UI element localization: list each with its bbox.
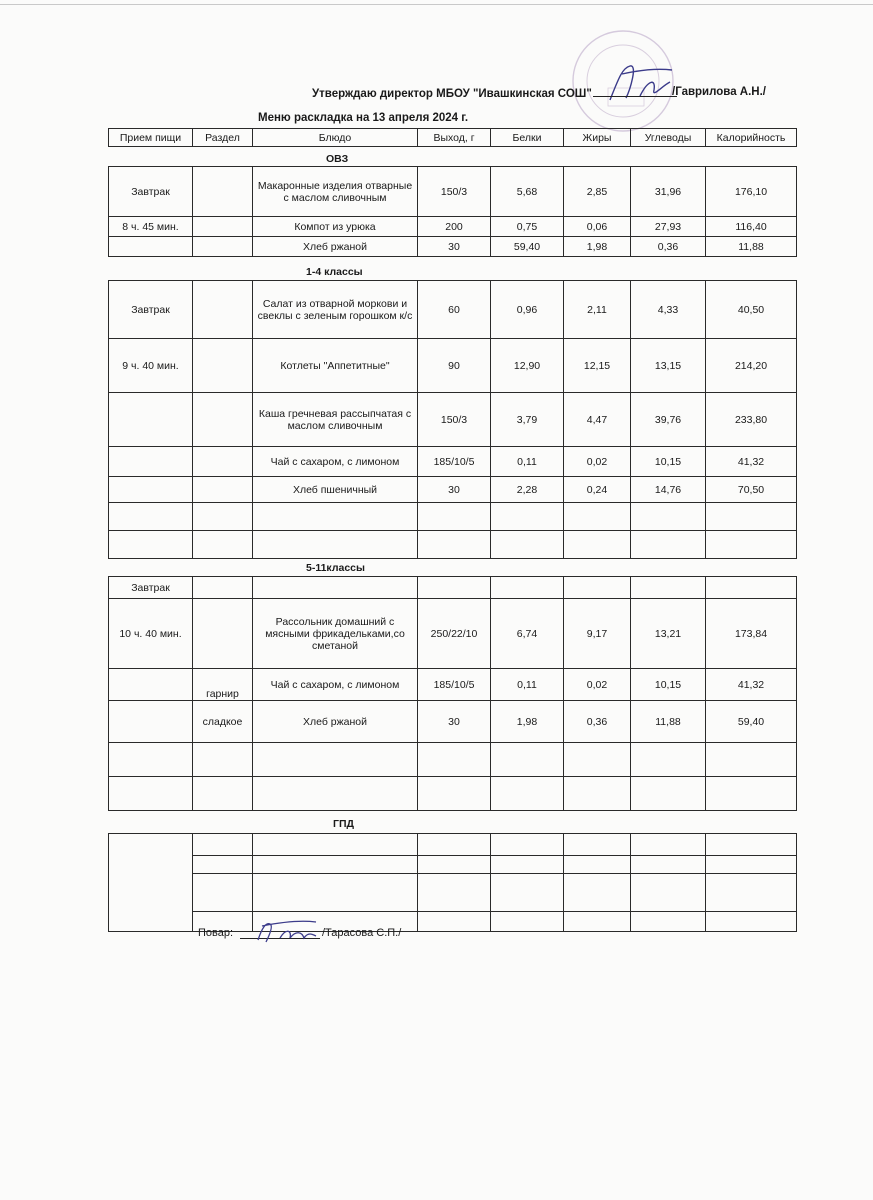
- carbs-cell: 13,21: [631, 599, 706, 669]
- protein-cell: 0,75: [491, 217, 564, 237]
- output-cell: 200: [418, 217, 491, 237]
- fat-cell: 0,24: [564, 477, 631, 503]
- calories-cell: [706, 777, 797, 811]
- output-cell: 60: [418, 281, 491, 339]
- fat-cell: [564, 856, 631, 874]
- carbs-cell: [631, 834, 706, 856]
- carbs-cell: 39,76: [631, 393, 706, 447]
- meal-cell: [109, 777, 193, 811]
- calories-cell: 176,10: [706, 167, 797, 217]
- table-row: [109, 743, 797, 777]
- calories-cell: [706, 531, 797, 559]
- dish-cell: [253, 743, 418, 777]
- carbs-cell: [631, 577, 706, 599]
- time-cell: 8 ч. 45 мин.: [109, 217, 193, 237]
- col-header-fat: Жиры: [564, 129, 631, 147]
- fat-cell: 2,11: [564, 281, 631, 339]
- dish-cell: Макаронные изделия отварные с маслом сливочным: [253, 167, 418, 217]
- section-title-gpd: ГПД: [333, 818, 354, 830]
- fat-cell: [564, 834, 631, 856]
- table-row: [109, 531, 797, 559]
- section-title-5-11: 5-11классы: [306, 562, 365, 574]
- protein-cell: 0,11: [491, 669, 564, 701]
- output-cell: 90: [418, 339, 491, 393]
- fat-cell: 12,15: [564, 339, 631, 393]
- dish-cell: [253, 577, 418, 599]
- razdel-cell: [193, 599, 253, 669]
- protein-cell: 6,74: [491, 599, 564, 669]
- dish-cell: [253, 834, 418, 856]
- fat-cell: [564, 912, 631, 932]
- table-row: [109, 237, 797, 257]
- section-table-gpd: [108, 833, 797, 932]
- carbs-cell: 14,76: [631, 477, 706, 503]
- razdel-cell: [193, 217, 253, 237]
- razdel-cell: [193, 167, 253, 217]
- table-row: [109, 447, 797, 477]
- section-title-ovz: ОВЗ: [326, 153, 349, 165]
- scan-edge-line: [0, 4, 873, 5]
- output-cell: 185/10/5: [418, 669, 491, 701]
- fat-cell: 0,02: [564, 669, 631, 701]
- output-cell: [418, 577, 491, 599]
- carbs-cell: [631, 777, 706, 811]
- calories-cell: [706, 577, 797, 599]
- output-cell: 150/3: [418, 393, 491, 447]
- calories-cell: 173,84: [706, 599, 797, 669]
- section-table-5-11: [108, 576, 797, 811]
- protein-cell: 0,11: [491, 447, 564, 477]
- dish-cell: Компот из урюка: [253, 217, 418, 237]
- calories-cell: [706, 874, 797, 912]
- meal-cell: [109, 237, 193, 257]
- signature-underline: [593, 86, 677, 97]
- calories-cell: [706, 834, 797, 856]
- meal-cell: [109, 503, 193, 531]
- fat-cell: [564, 577, 631, 599]
- calories-cell: 41,32: [706, 447, 797, 477]
- dish-cell: [253, 777, 418, 811]
- output-cell: [418, 743, 491, 777]
- carbs-cell: [631, 856, 706, 874]
- menu-title: Меню раскладка на 13 апреля 2024 г.: [258, 112, 469, 124]
- fat-cell: 0,02: [564, 447, 631, 477]
- razdel-cell: [193, 743, 253, 777]
- table-row: [109, 339, 797, 393]
- protein-cell: [491, 577, 564, 599]
- table-row: [109, 217, 797, 237]
- fat-cell: [564, 874, 631, 912]
- meal-cell: [109, 531, 193, 559]
- table-row: [109, 669, 797, 701]
- dish-cell: [253, 856, 418, 874]
- meal-cell: [109, 477, 193, 503]
- protein-cell: 2,28: [491, 477, 564, 503]
- protein-cell: 1,98: [491, 701, 564, 743]
- razdel-cell: [193, 339, 253, 393]
- protein-cell: 0,96: [491, 281, 564, 339]
- razdel-cell: [193, 834, 253, 856]
- table-row: [109, 599, 797, 669]
- fat-cell: [564, 743, 631, 777]
- section-table-ovz: [108, 166, 797, 257]
- carbs-cell: 11,88: [631, 701, 706, 743]
- carbs-cell: [631, 503, 706, 531]
- razdel-cell: [193, 503, 253, 531]
- fat-cell: 0,36: [564, 701, 631, 743]
- table-row: [109, 167, 797, 217]
- dish-cell: Чай с сахаром, с лимоном: [253, 669, 418, 701]
- output-cell: [418, 874, 491, 912]
- col-header-carbs: Углеводы: [631, 129, 706, 147]
- col-header-output: Выход, г: [418, 129, 491, 147]
- output-cell: 30: [418, 237, 491, 257]
- razdel-cell: [193, 237, 253, 257]
- output-cell: 250/22/10: [418, 599, 491, 669]
- section-table-1-4: [108, 280, 797, 559]
- dish-cell: [253, 531, 418, 559]
- dish-cell: Рассольник домашний с мясными фрикадельками,со сметаной: [253, 599, 418, 669]
- razdel-cell: [193, 874, 253, 912]
- time-cell: 10 ч. 40 мин.: [109, 599, 193, 669]
- calories-cell: 116,40: [706, 217, 797, 237]
- meal-cell: Завтрак: [109, 577, 193, 599]
- column-header-table: [108, 128, 797, 147]
- dish-cell: Котлеты "Аппетитные": [253, 339, 418, 393]
- col-header-calories: Калорийность: [706, 129, 797, 147]
- table-row: [109, 503, 797, 531]
- calories-cell: [706, 912, 797, 932]
- fat-cell: 2,85: [564, 167, 631, 217]
- output-cell: [418, 503, 491, 531]
- protein-cell: [491, 856, 564, 874]
- cook-signature: [252, 916, 322, 944]
- output-cell: 30: [418, 477, 491, 503]
- protein-cell: 59,40: [491, 237, 564, 257]
- protein-cell: 12,90: [491, 339, 564, 393]
- cook-name: /Тарасова С.П./: [322, 927, 402, 939]
- cook-label: Повар:: [198, 927, 234, 939]
- protein-cell: [491, 503, 564, 531]
- meal-cell: [109, 393, 193, 447]
- razdel-cell: [193, 281, 253, 339]
- dish-cell: [253, 874, 418, 912]
- dish-cell: [253, 503, 418, 531]
- fat-cell: 1,98: [564, 237, 631, 257]
- fat-cell: 0,06: [564, 217, 631, 237]
- carbs-cell: 4,33: [631, 281, 706, 339]
- meal-cell: Завтрак: [109, 281, 193, 339]
- calories-cell: 214,20: [706, 339, 797, 393]
- table-row: [109, 856, 797, 874]
- calories-cell: 233,80: [706, 393, 797, 447]
- table-row: [109, 701, 797, 743]
- approval-line: [312, 86, 678, 100]
- approval-name: /Гаврилова А.Н./: [672, 86, 767, 98]
- carbs-cell: 13,15: [631, 339, 706, 393]
- table-row: [109, 577, 797, 599]
- output-cell: 185/10/5: [418, 447, 491, 477]
- table-row: [109, 477, 797, 503]
- razdel-cell: [193, 577, 253, 599]
- col-header-meal: Прием пищи: [109, 129, 193, 147]
- protein-cell: 3,79: [491, 393, 564, 447]
- meal-cell: [109, 669, 193, 701]
- meal-cell: [109, 701, 193, 743]
- table-row: [109, 281, 797, 339]
- dish-cell: Каша гречневая рассыпчатая с маслом сливочным: [253, 393, 418, 447]
- meal-cell: [109, 447, 193, 477]
- section-title-1-4: 1-4 классы: [306, 266, 363, 278]
- carbs-cell: [631, 743, 706, 777]
- protein-cell: 5,68: [491, 167, 564, 217]
- dish-cell: Чай с сахаром, с лимоном: [253, 447, 418, 477]
- meal-cell: [109, 834, 193, 932]
- carbs-cell: 10,15: [631, 669, 706, 701]
- razdel-cell: [193, 477, 253, 503]
- calories-cell: 41,32: [706, 669, 797, 701]
- meal-cell: Завтрак: [109, 167, 193, 217]
- carbs-cell: [631, 874, 706, 912]
- carbs-cell: 31,96: [631, 167, 706, 217]
- razdel-cell: [193, 856, 253, 874]
- output-cell: [418, 912, 491, 932]
- output-cell: 150/3: [418, 167, 491, 217]
- protein-cell: [491, 834, 564, 856]
- razdel-cell: [193, 393, 253, 447]
- carbs-cell: [631, 912, 706, 932]
- col-header-razdel: Раздел: [193, 129, 253, 147]
- dish-cell: Хлеб ржаной: [253, 237, 418, 257]
- output-cell: 30: [418, 701, 491, 743]
- table-row: [109, 834, 797, 856]
- carbs-cell: 27,93: [631, 217, 706, 237]
- dish-cell: Салат из отварной моркови и свеклы с зеленым горошком к/с: [253, 281, 418, 339]
- calories-cell: 11,88: [706, 237, 797, 257]
- fat-cell: 4,47: [564, 393, 631, 447]
- protein-cell: [491, 777, 564, 811]
- carbs-cell: 10,15: [631, 447, 706, 477]
- razdel-cell: [193, 447, 253, 477]
- output-cell: [418, 856, 491, 874]
- razdel-cell: [193, 531, 253, 559]
- protein-cell: [491, 743, 564, 777]
- col-header-dish: Блюдо: [253, 129, 418, 147]
- fat-cell: [564, 503, 631, 531]
- carbs-cell: 0,36: [631, 237, 706, 257]
- time-cell: 9 ч. 40 мин.: [109, 339, 193, 393]
- razdel-cell: гарнир: [193, 669, 253, 701]
- razdel-cell: сладкое: [193, 701, 253, 743]
- dish-cell: Хлеб ржаной: [253, 701, 418, 743]
- protein-cell: [491, 531, 564, 559]
- dish-cell: Хлеб пшеничный: [253, 477, 418, 503]
- fat-cell: [564, 531, 631, 559]
- calories-cell: 70,50: [706, 477, 797, 503]
- output-cell: [418, 834, 491, 856]
- output-cell: [418, 531, 491, 559]
- col-header-protein: Белки: [491, 129, 564, 147]
- fat-cell: [564, 777, 631, 811]
- razdel-cell: [193, 777, 253, 811]
- meal-cell: [109, 743, 193, 777]
- calories-cell: 59,40: [706, 701, 797, 743]
- approval-text: Утверждаю директор МБОУ "Ивашкинская СОШ": [312, 88, 592, 100]
- protein-cell: [491, 874, 564, 912]
- fat-cell: 9,17: [564, 599, 631, 669]
- calories-cell: 40,50: [706, 281, 797, 339]
- table-row: [109, 777, 797, 811]
- calories-cell: [706, 743, 797, 777]
- table-row: [109, 874, 797, 912]
- calories-cell: [706, 503, 797, 531]
- carbs-cell: [631, 531, 706, 559]
- table-row: [109, 393, 797, 447]
- output-cell: [418, 777, 491, 811]
- calories-cell: [706, 856, 797, 874]
- protein-cell: [491, 912, 564, 932]
